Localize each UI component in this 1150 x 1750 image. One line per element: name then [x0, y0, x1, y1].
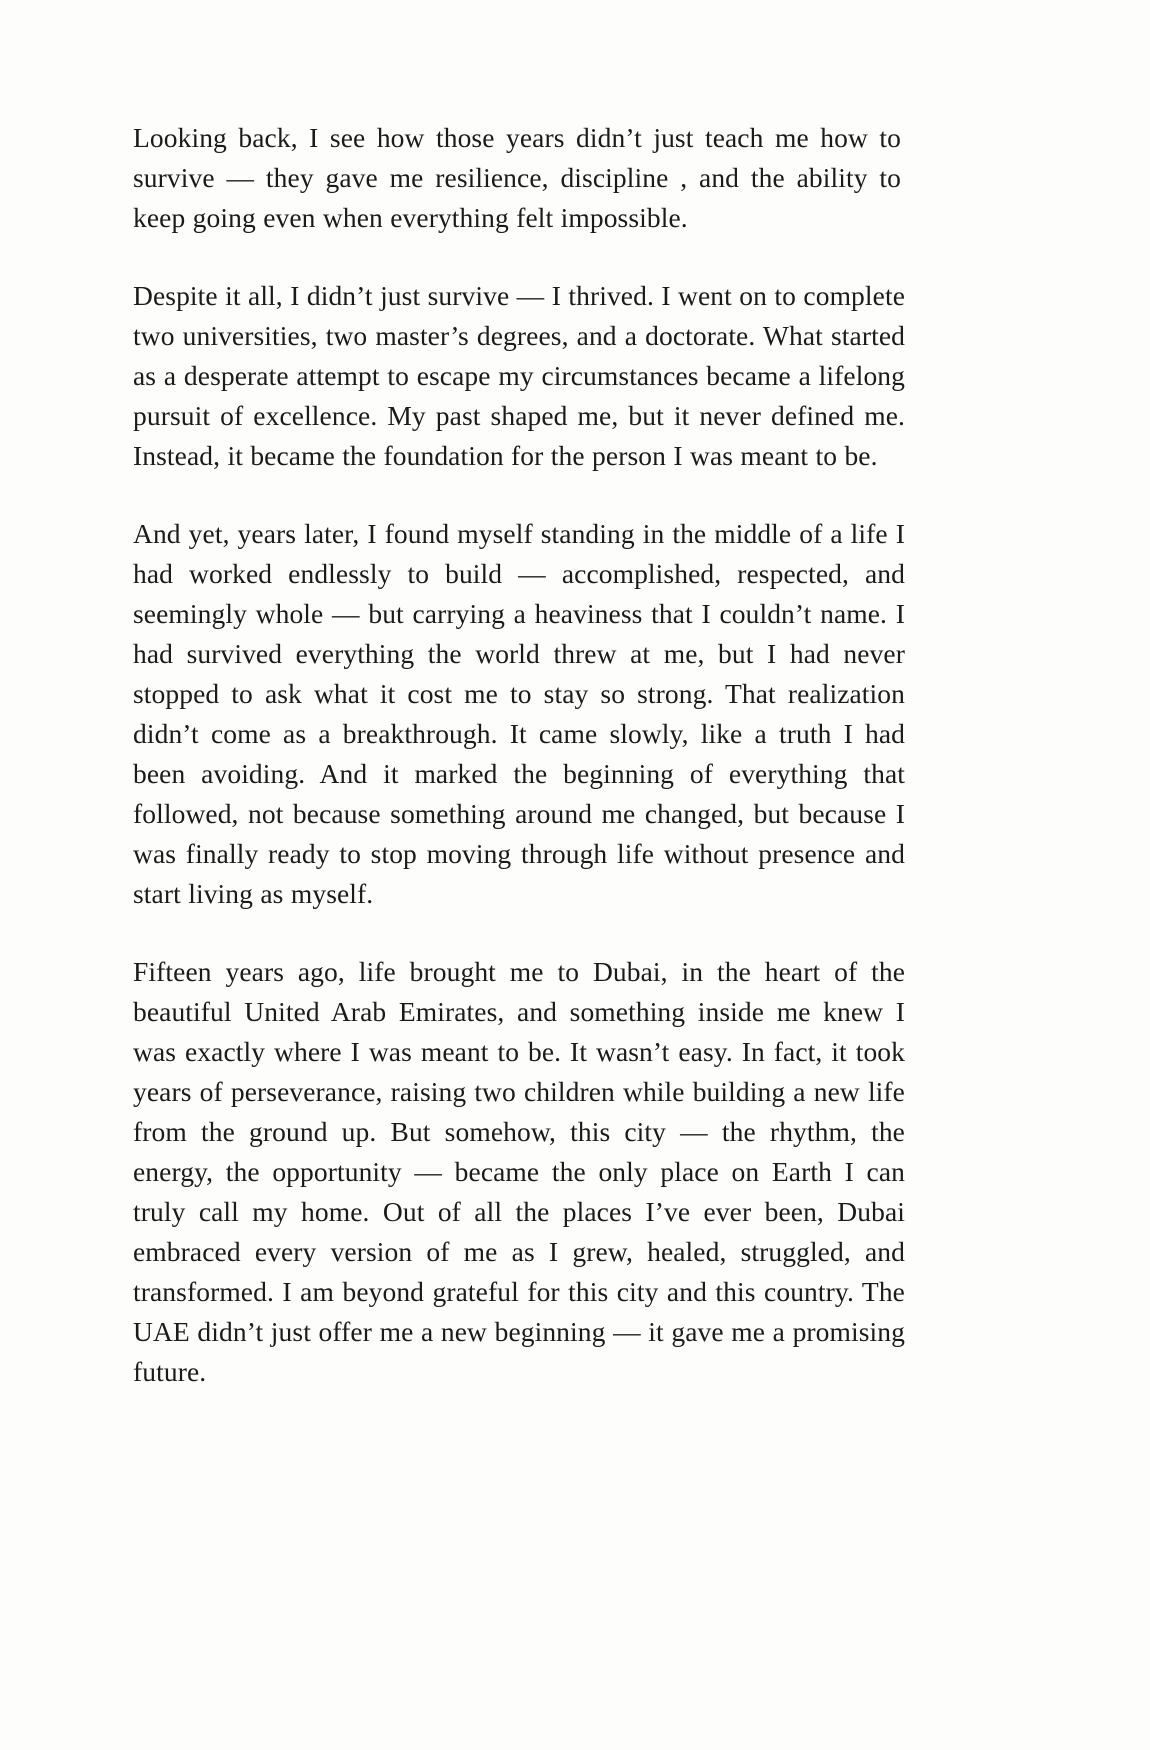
- paragraph-despite-it-all: Despite it all, I didn’t just survive — I thrived. I went on to complete two universities, two master’s degrees, and a doctorate. What started as a desperate attempt to escape my circumstances became a lifelong pursuit of excellence. My past shaped me, but it never defined me. Instead, it became the foundation for the person I was meant to be.: [133, 280, 905, 471]
- paragraph-and-yet: And yet, years later, I found myself standing in the middle of a life I had worked endlessly to build — accomplished, respected, and seemingly whole — but carrying a heaviness that I couldn’t name. I had survived everything the world threw at me, but I had never stopped to ask what it cost me to stay so strong. That realization didn’t come as a breakthrough. It came slowly, like a truth I had been avoiding. And it marked the beginning of everything that followed, not because something around me changed, but because I was finally ready to stop moving through life without presence and start living as myself.: [133, 518, 905, 909]
- paragraph-looking-back: Looking back, I see how those years didn’t just teach me how to survive — they gave me resilience, discipline , and the ability to keep going even when everything felt impossible.: [133, 122, 901, 233]
- text-column: [133, 118, 905, 1392]
- paragraph-fifteen-years-ago: Fifteen years ago, life brought me to Dubai, in the heart of the beautiful United Arab Emirates, and something inside me knew I was exactly where I was meant to be. It wasn’t easy. In fact, it took years of perseverance, raising two children while building a new life from the ground up. But somehow, this city — the rhythm, the energy, the opportunity — became the only place on Earth I can truly call my home. Out of all the places I’ve ever been, Dubai embraced every version of me as I grew, healed, struggled, and transformed. I am beyond grateful for this city and this country. The UAE didn’t just offer me a new beginning — it gave me a promising future.: [133, 956, 905, 1387]
